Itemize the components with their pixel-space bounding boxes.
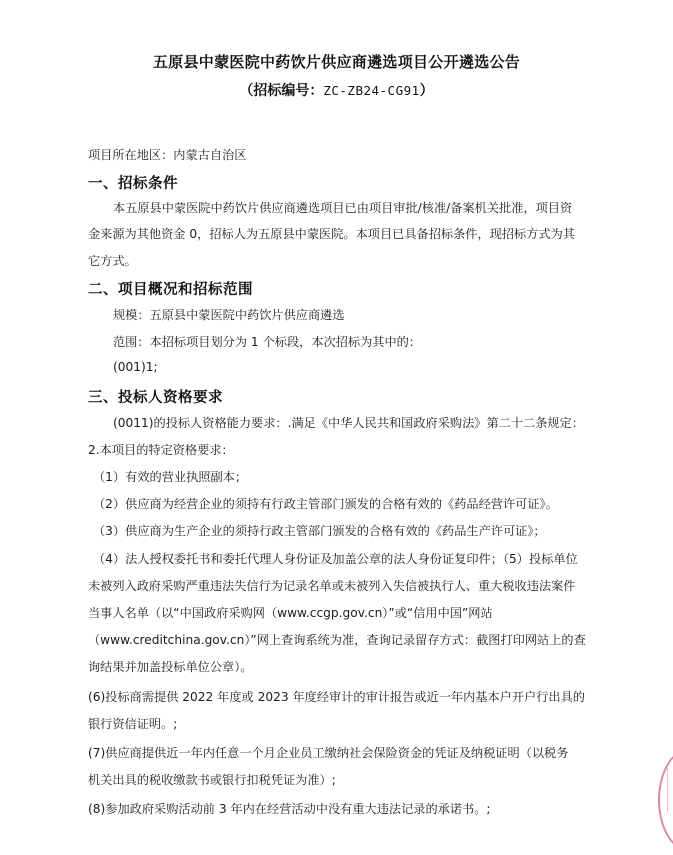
paragraph-line: (7)供应商提供近一年内任意一个月企业员工缴纳社会保险资金的凭证及纳税证明（以税务 xyxy=(88,746,569,760)
paragraph-line: （4）法人授权委托书和委托代理人身份证及加盖公章的法人身份证复印件；（5）投标单位 xyxy=(93,552,578,566)
document-subtitle xyxy=(0,80,673,100)
tender-code: ZC-ZB24-CG91 xyxy=(323,83,420,98)
paragraph-line: （1）有效的营业执照副本； xyxy=(93,470,248,484)
section-heading-overview: 二、项目概况和招标范围 xyxy=(88,282,253,298)
document-title: 五原县中蒙医院中药饮片供应商遴选项目公开遴选公告 xyxy=(152,53,521,71)
paragraph-line: (6)投标商需提供 2022 年度或 2023 年度经审计的审计报告或近一年内基本户开户行出具的 xyxy=(88,690,585,704)
paragraph-line: 银行资信证明。; xyxy=(88,717,178,731)
paragraph-line: 范围：本招标项目划分为 1 个标段，本次招标为其中的： xyxy=(113,335,422,349)
paragraph-line: （www.creditchina.gov.cn）”网上查询系统为准，查询记录留存方式：截图打印网站上的查 xyxy=(88,633,586,647)
paragraph-line: 未被列入政府采购严重违法失信行为记录名单或未被列入失信被执行人、重大税收违法案件 xyxy=(88,579,576,593)
paragraph-line: 它方式。 xyxy=(88,254,137,268)
section-heading-conditions: 一、招标条件 xyxy=(88,176,178,192)
paragraph-line: (0011)的投标人资格能力要求：.满足《中华人民共和国政府采购法》第二十二条规定： xyxy=(113,416,584,430)
paragraph-line: 规模：五原县中蒙医院中药饮片供应商遴选 xyxy=(113,308,345,322)
subtitle-prefix: （招标编号： xyxy=(239,83,324,99)
paragraph-line: 询结果并加盖投标单位公章）。 xyxy=(88,660,253,674)
paragraph-line: 机关出具的税收缴款书或银行扣税凭证为准）; xyxy=(88,773,336,787)
project-region: 项目所在地区：内蒙古自治区 xyxy=(88,148,247,162)
paragraph-line: （3）供应商为生产企业的须持行政主管部门颁发的合格有效的《药品生产许可证》； xyxy=(93,524,546,538)
paragraph-line: 金来源为其他资金 0，招标人为五原县中蒙医院。本项目已具备招标条件，现招标方式为其 xyxy=(88,227,575,241)
paragraph-line: （2）供应商为经营企业的须持有行政主管部门颁发的合格有效的《药品经营许可证》。 xyxy=(93,497,558,511)
paragraph-line: 本五原县中蒙医院中药饮片供应商遴选项目已由项目审批/核准/备案机关批准，项目资 xyxy=(113,201,573,215)
section-heading-qualifications: 三、投标人资格要求 xyxy=(88,390,223,406)
subtitle-suffix: ） xyxy=(419,83,434,99)
paragraph-line: (001)1; xyxy=(113,360,158,374)
paragraph-line: 2.本项目的特定资格要求： xyxy=(88,443,234,457)
paragraph-line: (8)参加政府采购活动前 3 年内在经营活动中没有重大违法记录的承诺书。; xyxy=(88,802,491,816)
official-seal-detail xyxy=(667,768,673,812)
paragraph-line: 当事人名单（以“中国政府采购网（www.ccgp.gov.cn）”或“信用中国”网站 xyxy=(88,606,493,620)
